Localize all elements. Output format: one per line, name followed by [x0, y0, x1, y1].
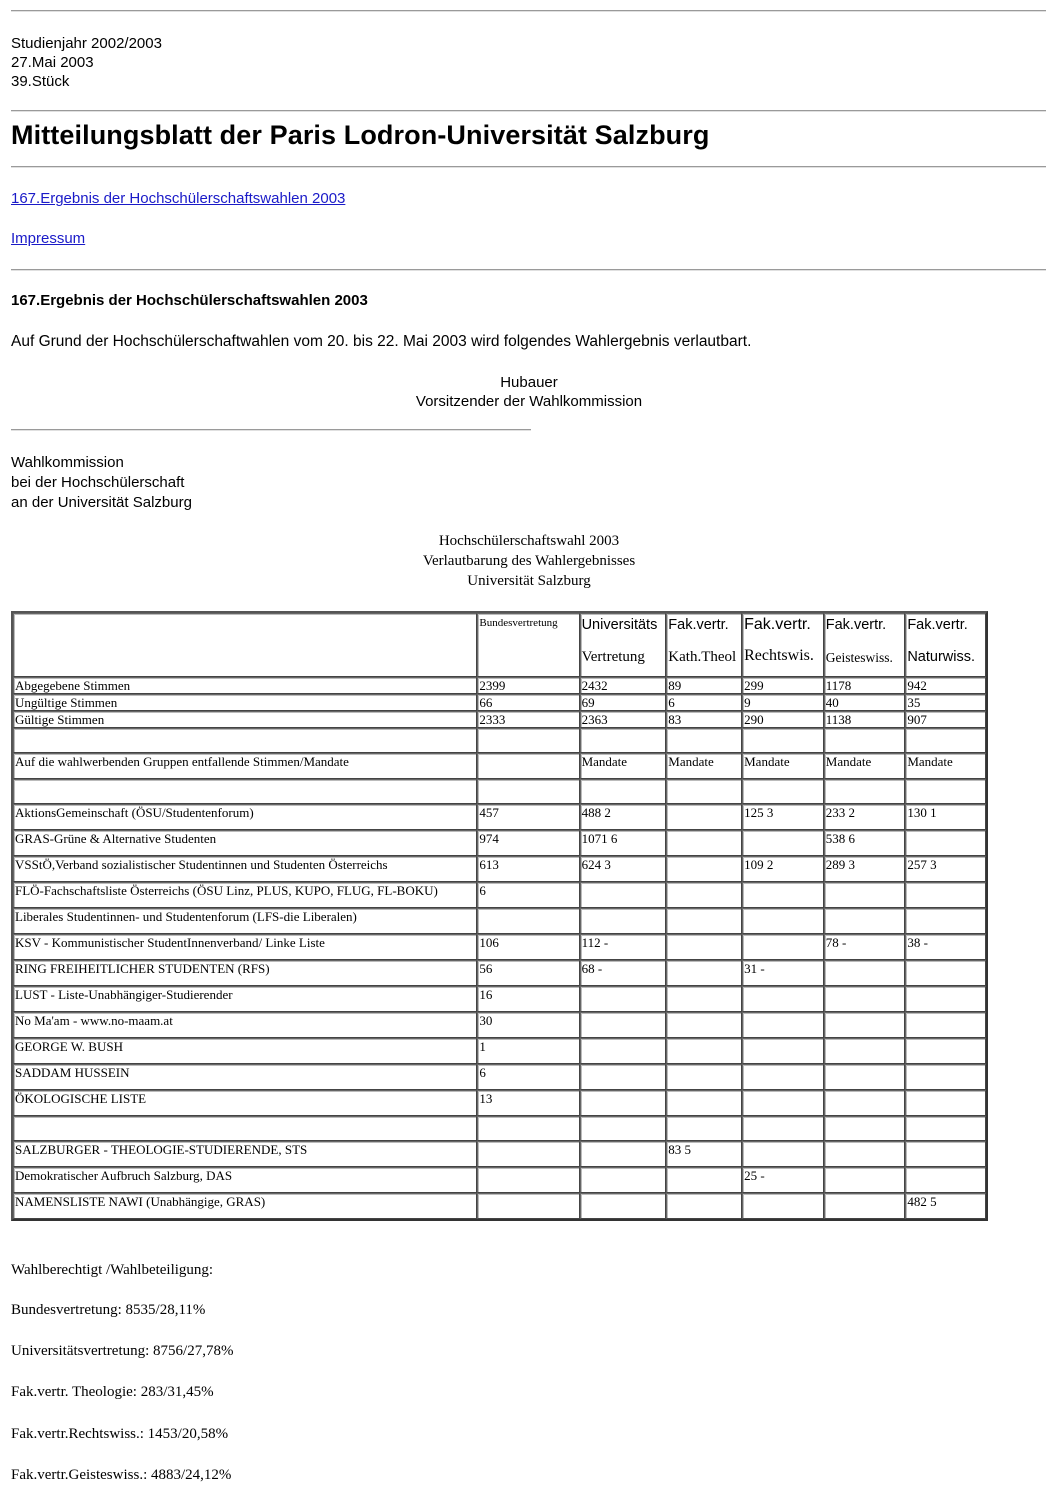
table-cell: 40	[824, 694, 906, 711]
row-label: Ungültige Stimmen	[13, 694, 477, 711]
table-cell: 974	[477, 830, 579, 856]
table-cell	[824, 1012, 906, 1038]
table-cell: 78 -	[824, 934, 906, 960]
row-label: Abgegebene Stimmen	[13, 677, 477, 694]
table-row	[13, 882, 986, 908]
table-cell	[13, 728, 477, 753]
table-cell	[742, 1193, 824, 1219]
table-cell: 2399	[477, 677, 579, 694]
issue-number: 39.Stück	[11, 73, 70, 90]
table-cell	[666, 804, 742, 830]
section-heading: 167.Ergebnis der Hochschülerschaftswahlen 2003	[11, 292, 368, 309]
table-cell: 1138	[824, 711, 906, 728]
issue-meta	[11, 34, 162, 91]
table-cell	[905, 830, 986, 856]
table-row	[13, 1064, 986, 1090]
table-cell	[666, 1116, 742, 1141]
table-cell	[905, 960, 986, 986]
table-cell	[580, 908, 667, 934]
turnout-item: Universitätsvertretung: 8756/27,78%	[11, 1343, 234, 1359]
table-cell	[742, 908, 824, 934]
table-cell	[824, 1141, 906, 1167]
faculty-groups-body	[13, 1141, 986, 1219]
intro-paragraph: Auf Grund der Hochschülerschaftwahlen vom 20. bis 22. Mai 2003 wird folgendes Wahlergebnis verlautbart.	[11, 333, 752, 350]
announcement-line: Universität Salzburg	[467, 573, 591, 589]
group-name: GEORGE W. BUSH	[13, 1038, 477, 1064]
table-cell	[13, 1116, 477, 1141]
turnout-item: Bundesvertretung: 8535/28,11%	[11, 1302, 206, 1318]
table-cell	[477, 1141, 579, 1167]
table-cell	[666, 986, 742, 1012]
table-cell: 83	[666, 711, 742, 728]
table-cell	[742, 1090, 824, 1116]
table-cell	[905, 1141, 986, 1167]
table-cell	[477, 1116, 579, 1141]
signature-role: Vorsitzender der Wahlkommission	[415, 393, 643, 410]
table-cell	[742, 934, 824, 960]
groups-header-row	[13, 753, 986, 779]
table-header-cell: Universitäts Vertretung	[580, 613, 667, 677]
table-cell: 2432	[580, 677, 667, 694]
table-row	[13, 960, 986, 986]
group-name: ÖKOLOGISCHE LISTE	[13, 1090, 477, 1116]
group-name: NAMENSLISTE NAWI (Unabhängige, GRAS)	[13, 1193, 477, 1219]
table-header-cell: Fak.vertr. Naturwiss.	[905, 613, 986, 677]
table-row	[13, 1012, 986, 1038]
table-row	[13, 677, 986, 694]
table-row	[13, 856, 986, 882]
horizontal-rule	[11, 10, 1046, 12]
group-name: RING FREIHEITLICHER STUDENTEN (RFS)	[13, 960, 477, 986]
table-cell	[580, 1116, 667, 1141]
table-cell: 2333	[477, 711, 579, 728]
table-row	[13, 1090, 986, 1116]
table-row	[13, 986, 986, 1012]
table-cell	[666, 908, 742, 934]
table-cell: 16	[477, 986, 579, 1012]
study-year: Studienjahr 2002/2003	[11, 35, 162, 52]
table-header-cell: Fak.vertr. Rechtswis.	[742, 613, 824, 677]
table-cell	[905, 882, 986, 908]
table-cell: 69	[580, 694, 667, 711]
turnout-item: Fak.vertr.Rechtswiss.: 1453/20,58%	[11, 1426, 229, 1442]
table-cell	[742, 830, 824, 856]
table-cell: 6	[477, 1064, 579, 1090]
table-row	[13, 1193, 986, 1219]
horizontal-rule-short	[11, 429, 531, 431]
table-cell	[477, 779, 579, 804]
table-cell	[824, 728, 906, 753]
table-cell: 130 1	[905, 804, 986, 830]
table-cell: 538 6	[824, 830, 906, 856]
table-cell	[580, 1090, 667, 1116]
table-cell	[824, 882, 906, 908]
row-label: Auf die wahlwerbenden Gruppen entfallende Stimmen/Mandate	[13, 753, 477, 779]
table-cell: 6	[477, 882, 579, 908]
table-cell	[666, 960, 742, 986]
table-cell	[742, 728, 824, 753]
table-cell	[580, 1064, 667, 1090]
table-cell	[742, 1116, 824, 1141]
turnout-item: Fak.vertr.Geisteswiss.: 4883/24,12%	[11, 1467, 232, 1483]
table-cell	[477, 908, 579, 934]
table-cell	[580, 882, 667, 908]
table-cell	[580, 1193, 667, 1219]
table-row	[13, 1141, 986, 1167]
announcement-line: Hochschülerschaftswahl 2003	[438, 533, 620, 549]
table-cell	[824, 779, 906, 804]
table-cell	[580, 1038, 667, 1064]
toc-link-election-results[interactable]: 167.Ergebnis der Hochschülerschaftswahlen 2003	[11, 190, 346, 207]
table-cell	[824, 986, 906, 1012]
table-cell	[824, 1064, 906, 1090]
table-cell	[824, 908, 906, 934]
table-cell	[742, 1141, 824, 1167]
table-cell: 112 -	[580, 934, 667, 960]
table-cell	[742, 1064, 824, 1090]
table-cell	[742, 1012, 824, 1038]
row-label: Gültige Stimmen	[13, 711, 477, 728]
table-cell	[905, 1012, 986, 1038]
page-title: Mitteilungsblatt der Paris Lodron-Universität Salzburg	[11, 120, 710, 150]
table-cell: Mandate	[742, 753, 824, 779]
table-cell: 13	[477, 1090, 579, 1116]
group-name: Liberales Studentinnen- und Studentenforum (LFS-die Liberalen)	[13, 908, 477, 934]
table-cell: 66	[477, 694, 579, 711]
table-cell	[824, 1167, 906, 1193]
table-cell: 488 2	[580, 804, 667, 830]
table-cell: Mandate	[824, 753, 906, 779]
turnout-item: Fak.vertr. Theologie: 283/31,45%	[11, 1384, 214, 1400]
announcement-line: Verlautbarung des Wahlergebnisses	[422, 553, 636, 569]
table-header-cell: Fak.vertr. Kath.Theol	[666, 613, 742, 677]
table-cell	[666, 882, 742, 908]
table-cell	[905, 986, 986, 1012]
table-cell: 9	[742, 694, 824, 711]
group-name: GRAS-Grüne & Alternative Studenten	[13, 830, 477, 856]
group-name: FLÖ-Fachschaftsliste Österreichs (ÖSU Linz, PLUS, KUPO, FLUG, FL-BOKU)	[13, 882, 477, 908]
table-cell	[905, 908, 986, 934]
table-cell	[905, 1064, 986, 1090]
table-cell: 109 2	[742, 856, 824, 882]
table-cell: 125 3	[742, 804, 824, 830]
table-cell: 1178	[824, 677, 906, 694]
table-spacer-row	[13, 1116, 986, 1141]
horizontal-rule	[11, 110, 1046, 112]
table-cell	[580, 1141, 667, 1167]
table-row	[13, 908, 986, 934]
table-cell: 35	[905, 694, 986, 711]
table-cell	[580, 1167, 667, 1193]
table-cell	[580, 1012, 667, 1038]
table-header-cell	[13, 613, 477, 677]
table-cell: 257 3	[905, 856, 986, 882]
table-cell: 30	[477, 1012, 579, 1038]
table-cell: 106	[477, 934, 579, 960]
group-name: Demokratischer Aufbruch Salzburg, DAS	[13, 1167, 477, 1193]
table-cell: 482 5	[905, 1193, 986, 1219]
horizontal-rule	[11, 269, 1046, 271]
group-name: SALZBURGER - THEOLOGIE-STUDIERENDE, STS	[13, 1141, 477, 1167]
commission-address	[11, 453, 192, 513]
table-cell: Mandate	[666, 753, 742, 779]
table-header-cell: Bundesvertretung	[477, 613, 579, 677]
table-cell: 289 3	[824, 856, 906, 882]
table-row	[13, 934, 986, 960]
table-cell: 56	[477, 960, 579, 986]
group-name: No Ma'am - www.no-maam.at	[13, 1012, 477, 1038]
table-cell	[477, 753, 579, 779]
table-cell	[666, 934, 742, 960]
table-spacer-row	[13, 728, 986, 753]
signature-name: Hubauer	[500, 374, 558, 391]
commission-line: bei der Hochschülerschaft	[11, 474, 185, 491]
table-cell	[905, 779, 986, 804]
table-cell: 290	[742, 711, 824, 728]
table-cell: 68 -	[580, 960, 667, 986]
table-cell: 907	[905, 711, 986, 728]
table-cell: Mandate	[905, 753, 986, 779]
table-cell	[666, 728, 742, 753]
table-cell: 6	[666, 694, 742, 711]
table-row	[13, 1038, 986, 1064]
table-row	[13, 711, 986, 728]
table-row	[13, 694, 986, 711]
table-cell	[905, 1167, 986, 1193]
table-cell	[666, 779, 742, 804]
table-row	[13, 804, 986, 830]
table-header-cell: Fak.vertr. Geisteswiss.	[824, 613, 906, 677]
table-cell: 613	[477, 856, 579, 882]
table-cell	[477, 1167, 579, 1193]
toc-link-impressum[interactable]: Impressum	[11, 230, 86, 247]
table-cell	[824, 1193, 906, 1219]
table-cell	[905, 1038, 986, 1064]
issue-date: 27.Mai 2003	[11, 54, 94, 71]
groups-body	[13, 804, 986, 1116]
table-spacer-row	[13, 779, 986, 804]
signature-block	[0, 373, 1058, 411]
announcement-title	[0, 531, 1058, 591]
table-cell	[905, 1090, 986, 1116]
table-cell	[742, 986, 824, 1012]
table-cell	[824, 1038, 906, 1064]
table-cell: 38 -	[905, 934, 986, 960]
table-cell	[666, 1012, 742, 1038]
table-cell	[666, 856, 742, 882]
election-results-table	[11, 611, 988, 1221]
table-header-row	[13, 613, 986, 677]
table-cell	[666, 1064, 742, 1090]
table-cell	[824, 960, 906, 986]
table-cell	[742, 779, 824, 804]
table-cell: 457	[477, 804, 579, 830]
table-cell	[666, 1167, 742, 1193]
group-name: VSStÖ,Verband sozialistischer Studentinnen und Studenten Österreichs	[13, 856, 477, 882]
table-cell	[742, 1038, 824, 1064]
table-cell: 2363	[580, 711, 667, 728]
table-cell: 89	[666, 677, 742, 694]
table-cell: 1071 6	[580, 830, 667, 856]
table-cell	[824, 1090, 906, 1116]
table-row	[13, 1167, 986, 1193]
turnout-heading: Wahlberechtigt /Wahlbeteiligung:	[11, 1262, 214, 1278]
table-cell	[477, 1193, 579, 1219]
group-name: LUST - Liste-Unabhängiger-Studierender	[13, 986, 477, 1012]
group-name: KSV - Kommunistischer StudentInnenverband/ Linke Liste	[13, 934, 477, 960]
table-cell	[477, 728, 579, 753]
table-cell	[666, 1193, 742, 1219]
table-cell	[13, 779, 477, 804]
table-cell: 1	[477, 1038, 579, 1064]
table-cell	[580, 779, 667, 804]
commission-line: Wahlkommission	[11, 454, 124, 471]
table-cell: Mandate	[580, 753, 667, 779]
table-cell	[580, 728, 667, 753]
table-cell	[742, 882, 824, 908]
table-cell	[666, 830, 742, 856]
horizontal-rule	[11, 166, 1046, 168]
table-cell: 299	[742, 677, 824, 694]
commission-line: an der Universität Salzburg	[11, 494, 192, 511]
table-cell	[666, 1090, 742, 1116]
table-cell: 624 3	[580, 856, 667, 882]
table-cell: 25 -	[742, 1167, 824, 1193]
table-cell: 31 -	[742, 960, 824, 986]
table-cell: 942	[905, 677, 986, 694]
group-name: SADDAM HUSSEIN	[13, 1064, 477, 1090]
table-cell	[905, 1116, 986, 1141]
table-cell: 83 5	[666, 1141, 742, 1167]
table-cell	[905, 728, 986, 753]
table-cell	[824, 1116, 906, 1141]
table-cell	[580, 986, 667, 1012]
table-cell	[666, 1038, 742, 1064]
table-cell: 233 2	[824, 804, 906, 830]
table-row	[13, 830, 986, 856]
group-name: AktionsGemeinschaft (ÖSU/Studentenforum)	[13, 804, 477, 830]
